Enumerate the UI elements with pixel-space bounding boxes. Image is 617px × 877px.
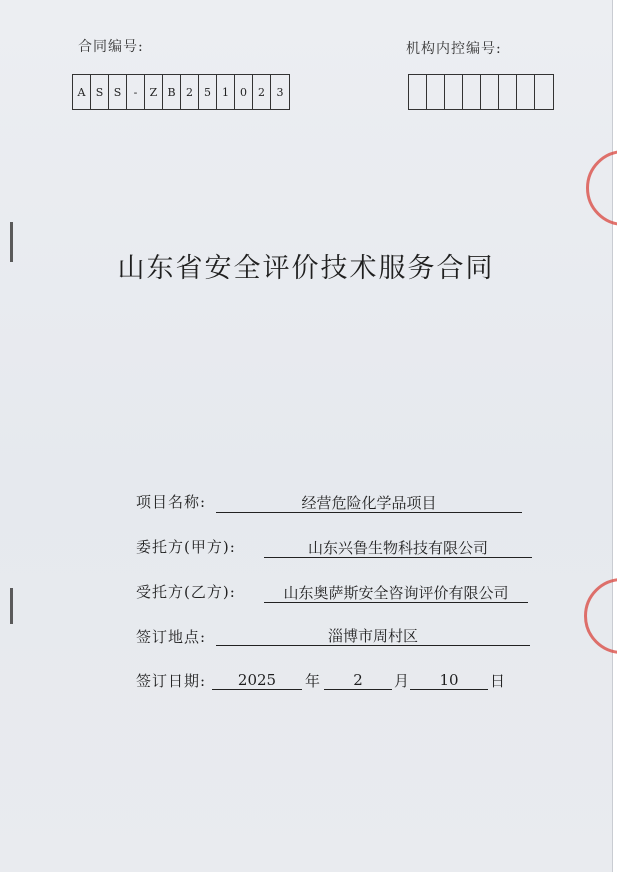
staple-mark	[10, 588, 13, 624]
signing-day-value: 10	[410, 671, 488, 690]
internal-number-cell	[445, 75, 463, 109]
signing-place-value: 淄博市周村区	[216, 627, 530, 646]
internal-number-cell	[427, 75, 445, 109]
internal-number-cell	[409, 75, 427, 109]
document-title: 山东省安全评价技术服务合同	[117, 253, 495, 284]
contract-number-cell: 2	[181, 75, 199, 109]
project-name-value: 经营危险化学品项目	[216, 494, 522, 513]
signing-place-label: 签订地点:	[136, 628, 207, 646]
contract-number-boxes	[72, 74, 290, 110]
red-seal-stamp	[586, 150, 617, 226]
signing-date-label: 签订日期:	[136, 672, 207, 690]
client-label: 委托方(甲方):	[136, 538, 236, 556]
contract-number-cell: S	[91, 75, 109, 109]
project-name-label: 项目名称:	[136, 493, 207, 511]
contract-number-cell: A	[73, 75, 91, 109]
internal-number-cell	[535, 75, 553, 109]
contract-number-cell: 5	[199, 75, 217, 109]
signing-month-value: 2	[324, 671, 392, 690]
contract-number-cell: 2	[253, 75, 271, 109]
internal-number-cell	[463, 75, 481, 109]
internal-number-cell	[481, 75, 499, 109]
red-seal-stamp	[584, 578, 617, 654]
contract-number-cell: S	[109, 75, 127, 109]
internal-number-label: 机构内控编号:	[406, 41, 502, 57]
client-value: 山东兴鲁生物科技有限公司	[264, 539, 532, 558]
year-unit: 年	[305, 672, 322, 690]
day-unit: 日	[490, 672, 507, 690]
contract-number-cell: Z	[145, 75, 163, 109]
signing-year-value: 2025	[212, 671, 302, 690]
contractor-value: 山东奥萨斯安全咨询评价有限公司	[264, 584, 528, 603]
contract-number-cell: 3	[276, 85, 284, 99]
contract-number-cell: 0	[235, 75, 253, 109]
month-unit: 月	[394, 672, 411, 690]
contract-number-cell: -	[127, 75, 145, 109]
contract-number-cell: B	[163, 75, 181, 109]
contractor-label: 受托方(乙方):	[136, 583, 236, 601]
internal-number-boxes	[408, 74, 554, 110]
contract-number-label: 合同编号:	[78, 39, 144, 55]
contract-number-cell: 1	[217, 75, 235, 109]
internal-number-cell	[499, 75, 517, 109]
internal-number-cell	[517, 75, 535, 109]
